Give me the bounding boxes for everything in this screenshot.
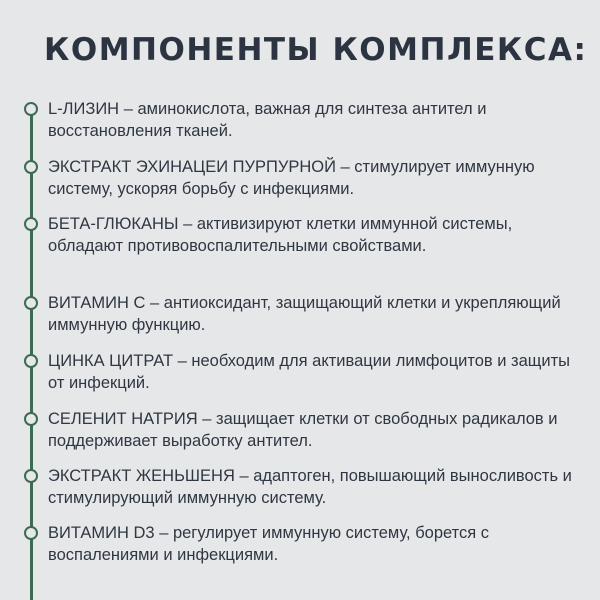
list-item-beta-glucans [48, 213, 578, 257]
component-description: – стимулирует иммунную систему, ускоряя борьбу с инфекциями. [48, 158, 535, 198]
timeline-dot-icon [24, 469, 38, 483]
list-item-zinc-citrate [48, 350, 578, 394]
list-item-ginseng [48, 465, 578, 509]
component-description: – необходим для активации лимфоцитов и защиты от инфекций. [48, 352, 571, 392]
timeline-dot-icon [24, 296, 38, 310]
component-name: БЕТА-ГЛЮКАНЫ [48, 215, 179, 233]
timeline-dot-icon [24, 160, 38, 174]
component-name: ЦИНКА ЦИТРАТ [48, 352, 174, 370]
timeline-dot-icon [24, 526, 38, 540]
component-name: L-ЛИЗИН [48, 100, 120, 118]
component-name: ЭКСТРАКТ ЭХИНАЦЕИ ПУРПУРНОЙ [48, 158, 336, 176]
component-description: – активизируют клетки иммунной системы, обладают противовоспалительными свойствами. [48, 215, 513, 255]
list-item-echinacea [48, 156, 578, 200]
component-description: – защищает клетки от свободных радикалов и поддерживает выработку антител. [48, 410, 558, 450]
component-name: ВИТАМИН D3 [48, 524, 155, 542]
list-item-vitamin-c [48, 292, 578, 336]
timeline-dot-icon [24, 412, 38, 426]
component-description: – регулирует иммунную систему, борется с воспалениями и инфекциями. [48, 524, 490, 564]
page-title: КОМПОНЕНТЫ КОМПЛЕКСА: [44, 32, 588, 68]
component-description: – адаптоген, повышающий выносливость и стимулирующий иммунную систему. [48, 467, 572, 507]
timeline-dot-icon [24, 102, 38, 116]
timeline-dot-icon [24, 217, 38, 231]
list-item-l-lysine [48, 98, 578, 142]
component-name: СЕЛЕНИТ НАТРИЯ [48, 410, 198, 428]
list-item-sodium-selenite [48, 408, 578, 452]
component-name: ВИТАМИН С [48, 294, 146, 312]
component-description: – антиоксидант, защищающий клетки и укрепляющий иммунную функцию. [48, 294, 561, 334]
list-item-vitamin-d3 [48, 522, 578, 566]
component-name: ЭКСТРАКТ ЖЕНЬШЕНЯ [48, 467, 235, 485]
component-description: – аминокислота, важная для синтеза антител и восстановления тканей. [48, 100, 487, 140]
timeline-dot-icon [24, 354, 38, 368]
